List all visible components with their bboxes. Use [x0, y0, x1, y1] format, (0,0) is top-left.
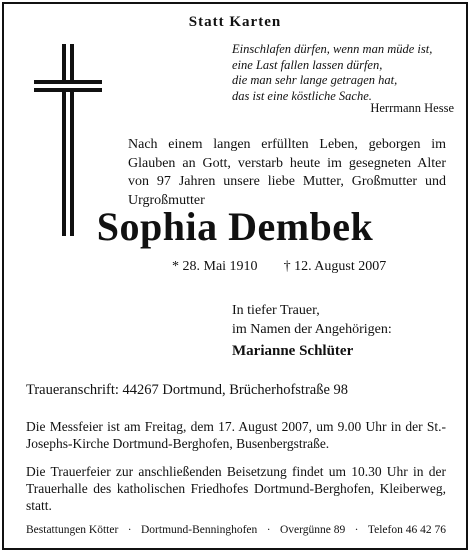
poem-author: Herrmann Hesse: [370, 101, 454, 115]
footer-separator: ·: [266, 524, 271, 536]
life-dates: [172, 259, 386, 275]
birth-date: * 28. Mai 1910: [172, 259, 258, 274]
poem-line: das ist eine köstliche Sache.: [232, 88, 372, 103]
poem-line: die man sehr lange getragen hat,: [232, 73, 398, 88]
mass-info: Die Messfeier ist am Freitag, dem 17. August 2007, um 9.00 Uhr in der St.-Josephs-Kirche Dortmund-Berghofen, Busenbergstraße.: [26, 419, 446, 451]
mourning-line: In tiefer Trauer,: [232, 303, 320, 318]
mourning-line: im Namen der Angehörigen:: [232, 321, 392, 337]
funeral-info: Die Trauerfeier zur anschließenden Beisetzung findet um 10.30 Uhr in der Trauerhalle des katholischen Friedhofes Dortmund-Berghofen, Kleiberweg, statt.: [26, 464, 446, 513]
death-date: † 12. August 2007: [283, 259, 387, 274]
signer-name: Marianne Schlüter: [232, 343, 354, 359]
footer-phone: Telefon 46 42 76: [367, 524, 446, 536]
header-title: Statt Karten: [188, 14, 282, 30]
footer-street: Overgünne 89: [279, 524, 346, 536]
footer-separator: ·: [354, 524, 359, 536]
footer-company: Bestattungen Kötter: [26, 524, 119, 536]
footer: [26, 524, 446, 536]
intro-text: Nach einem langen erfüllten Leben, geborgen im Glauben an Gott, verstarb heute im gesegneten Alter von 97 Jahren unsere liebe Mutter, Großmutter und Urgroßmutter: [128, 137, 446, 208]
mourning-block: [232, 302, 392, 339]
poem-line: Einschlafen dürfen, wenn man müde ist,: [232, 42, 433, 56]
poem: [232, 42, 432, 104]
footer-separator: ·: [127, 524, 132, 536]
poem-line: eine Last fallen lassen dürfen,: [232, 57, 383, 72]
deceased-name: Sophia Dembek: [96, 204, 374, 249]
footer-location: Dortmund-Benninghofen: [141, 524, 258, 536]
mourning-address: Traueranschrift: 44267 Dortmund, Brücherhofstraße 98: [26, 382, 349, 398]
